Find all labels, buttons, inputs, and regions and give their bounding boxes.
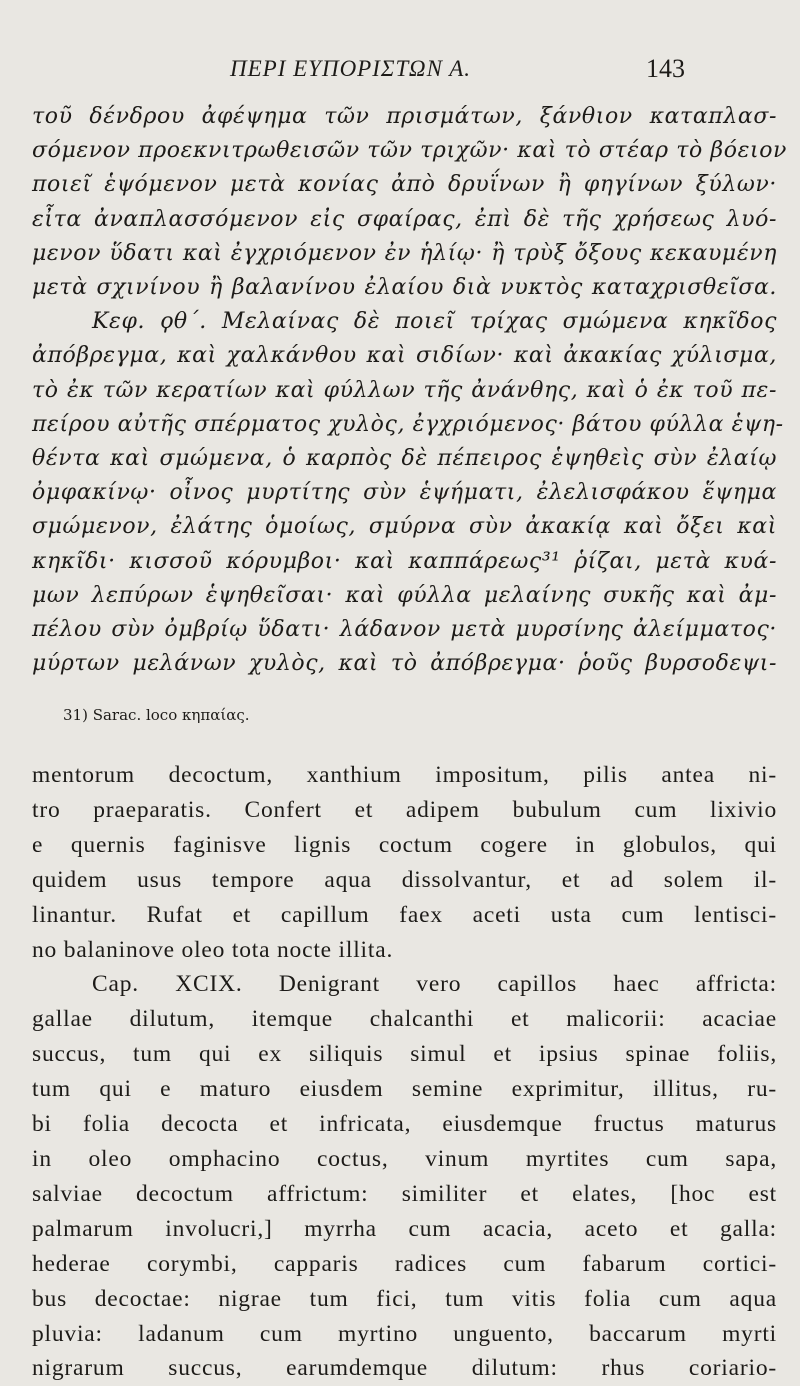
latin-line: in oleo omphacino coctus, vinum myrtites cum sapa, [32, 1145, 777, 1172]
latin-line: salviae decoctum affrictum: similiter et elates, [hoc est [32, 1180, 777, 1207]
page-header [0, 50, 800, 94]
latin-line: nigrarum succus, earumdemque dilutum: rhus coriario- [32, 1355, 777, 1382]
latin-line: hederae corymbi, capparis radices cum fabarum cortici- [32, 1250, 777, 1277]
latin-line: gallae dilutum, itemque chalcanthi et malicorii: acaciae [32, 1006, 777, 1033]
running-title: ΠΕΡΙ ΕΥΠΟΡΙΣΤΩΝ Α. [230, 56, 472, 81]
latin-line: pluvia: ladanum cum myrtino unguento, baccarum myrti [32, 1320, 777, 1347]
latin-line: bus decoctae: nigrae tum fici, tum vitis folia cum aqua [32, 1285, 777, 1312]
latin-line: Cap. XCIX. Denigrant vero capillos haec affricta: [92, 971, 777, 998]
latin-line: tum qui e maturo eiusdem semine exprimitur, illitus, ru- [32, 1076, 777, 1103]
latin-text [32, 758, 777, 1386]
greek-line: θέντα καὶ σμώμενα, ὁ καρπὸς δὲ πέπειρος ἑψηθεὶς σὺν ἐλαίῳ [32, 446, 777, 472]
greek-line: ποιεῖ ἑψόμενον μετὰ κονίας ἀπὸ δρυΐνων ἢ φηγίνων ξύλων· [32, 172, 777, 198]
greek-line: ἀπόβρεγμα, καὶ χαλκάνθου καὶ σιδίων· καὶ ἀκακίας χύλισμα, [32, 343, 777, 369]
latin-line: no balaninove oleo tota nocte illita. [32, 936, 394, 963]
greek-line: μύρτων μελάνων χυλὸς, καὶ τὸ ἀπόβρεγμα· ῥοῦς βυρσοδεψι- [32, 651, 777, 677]
greek-line: σμώμενον, ἐλάτης ὁμοίως, σμύρνα σὺν ἀκακίᾳ καὶ ὄξει καὶ [32, 514, 777, 540]
greek-line: ὀμφακίνῳ· οἶνος μυρτίτης σὺν ἑψήματι, ἐλελισφάκου ἕψημα [32, 480, 777, 506]
latin-line: mentorum decoctum, xanthium impositum, pilis antea ni- [32, 762, 777, 788]
latin-line: linantur. Rufat et capillum faex aceti usta cum lentisci- [32, 901, 777, 928]
greek-line: τοῦ δένδρου ἀφέψημα τῶν πρισμάτων, ξάνθιον καταπλασ- [32, 104, 777, 129]
greek-text [32, 100, 788, 681]
latin-line: succus, tum qui ex siliquis simul et ipsius spinae foliis, [32, 1041, 777, 1068]
greek-line: μων λεπύρων ἑψηθεῖσαι· καὶ φύλλα μελαίνης συκῆς καὶ ἀμ- [32, 582, 777, 608]
greek-line: μετὰ σχινίνου ἢ βαλανίνου ἐλαίου διὰ νυκτὸς καταχρισθεῖσα. [32, 275, 777, 301]
greek-line: Κεφ. ϙθ΄. Μελαίνας δὲ ποιεῖ τρίχας σμώμενα κηκῖδος [92, 309, 777, 335]
greek-line: μενον ὕδατι καὶ ἐγχριόμενον ἐν ἡλίῳ· ἢ τρὺξ ὄξους κεκαυμένη [32, 240, 777, 266]
latin-line: palmarum involucri,] myrrha cum acacia, aceto et galla: [32, 1215, 777, 1242]
latin-line: bi folia decocta et infricata, eiusdemque fructus maturus [32, 1111, 777, 1138]
greek-line: τὸ ἐκ τῶν κερατίων καὶ φύλλων τῆς ἀνάνθης, καὶ ὁ ἐκ τοῦ πε- [32, 377, 777, 403]
greek-line: πείρου αὐτῆς σπέρματος χυλὸς, ἐγχριόμενος· βάτου φύλλα ἑψη- [32, 411, 784, 437]
latin-line: tro praeparatis. Confert et adipem bubulum cum lixivio [32, 796, 777, 823]
greek-line: εἶτα ἀναπλασσόμενον εἰς σφαίρας, ἐπὶ δὲ τῆς χρήσεως λυό- [32, 206, 777, 232]
latin-line: e quernis faginisve lignis coctum cogere in globulos, qui [32, 831, 777, 858]
footnote: 31) Sarac. loco κηπαίας. [63, 706, 250, 724]
latin-line: quidem usus tempore aqua dissolvantur, et ad solem il- [32, 866, 777, 893]
greek-line: κηκῖδι· κισσοῦ κόρυμβοι· καὶ καππάρεως³¹ ῥίζαι, μετὰ κυά- [32, 548, 777, 574]
greek-line: σόμενον προεκνιτρωθεισῶν τῶν τριχῶν· καὶ τὸ στέαρ τὸ βόειον [32, 138, 788, 164]
page-number: 143 [646, 54, 685, 83]
greek-line: πέλου σὺν ὀμβρίῳ ὕδατι· λάδανον μετὰ μυρσίνης ἀλείμματος· [32, 617, 777, 643]
